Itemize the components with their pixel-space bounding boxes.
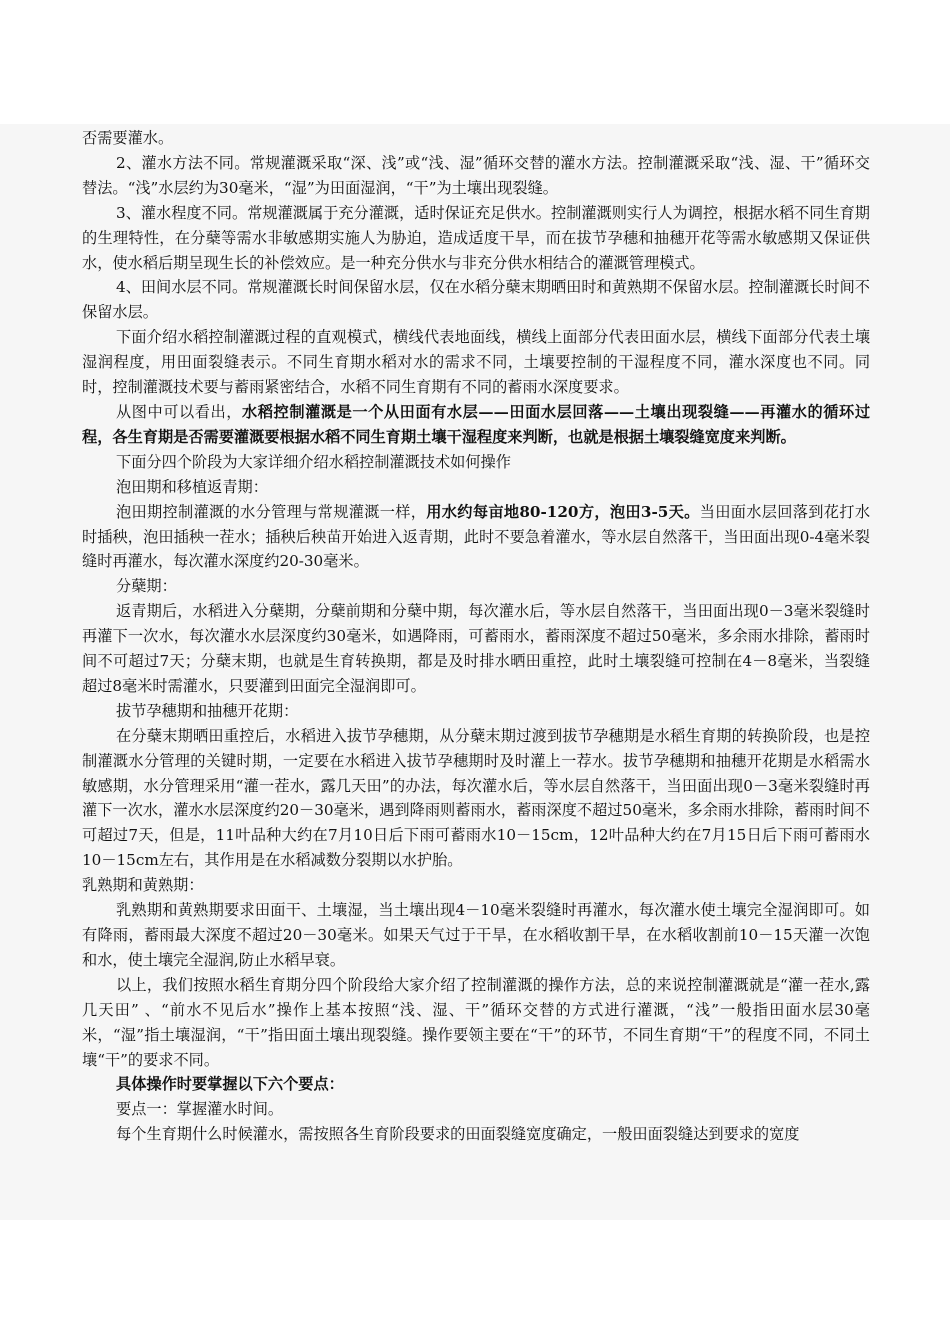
paragraph bbox=[82, 898, 870, 973]
text-run: 泡田期和移植返青期： bbox=[116, 477, 268, 496]
text-run: 否需要灌水。 bbox=[82, 129, 174, 147]
text-run: 拔节孕穗期和抽穗开花期： bbox=[116, 701, 299, 720]
bold-text-run: 水稻控制灌溉是一个从田面有水层——田面水层回落——土壤出现裂缝——再灌水的循环过程，各生育期是否需要灌溉要根据水稻不同生育期土壤干湿程度来判断，也就是根据土壤裂缝宽度来判断。 bbox=[82, 402, 871, 446]
bold-text-run: 具体操作时要掌握以下六个要点： bbox=[116, 1075, 344, 1094]
document-text bbox=[82, 126, 870, 1147]
text-run: 当田面水层回落到花打水时插秧，泡田插秧一茬水；插秧后秧苗开始进入返青期，此时不要急着灌水，等水层自然落干，当田面出现0-4毫米裂缝时再灌水，每次灌水深度约20-30毫米。 bbox=[82, 502, 871, 571]
document-body bbox=[0, 124, 950, 1220]
paragraph bbox=[82, 973, 870, 1073]
text-run: 在分蘖末期晒田重控后，水稻进入拔节孕穗期，从分蘖末期过渡到拔节孕穗期是水稻生育期的转换阶段，也是控制灌溉水分管理的关键时期，一定要在水稻进入拔节孕穗期时及时灌上一荐水。拔节孕穗期和抽穗开花期是水稻需水敏感期，水分管理采用“灌一茬水，露几天田”的办法，每次灌水后，等水层自然落干，当田面出现0－3毫米裂缝时再灌下一次水，灌水水层深度约20－30毫米，遇到降雨则蓄雨水，蓄雨深度不超过50毫米，多余雨水排除，蓄雨时间不可超过7天，但是，11叶品种大约在7月10日后下雨可蓄雨水10－15cm，12叶品种大约在7月15日后下雨可蓄雨水10－15cm左右，其作用是在水稻减数分裂期以水护胎。 bbox=[82, 726, 870, 870]
paragraph bbox=[82, 325, 870, 400]
text-run: 下面分四个阶段为大家详细介绍水稻控制灌溉技术如何操作 bbox=[116, 452, 511, 471]
bold-text-run: 用水约每亩地80-120方，泡田3-5天。 bbox=[426, 502, 700, 521]
text-run: 4、田间水层不同。常规灌溉长时间保留水层，仅在水稻分蘖末期晒田时和黄熟期不保留水层。控制灌溉长时间不保留水层。 bbox=[82, 278, 870, 322]
paragraph bbox=[82, 574, 870, 599]
paragraph bbox=[82, 201, 870, 276]
text-run: 3、灌水程度不同。常规灌溉属于充分灌溉，适时保证充足供水。控制灌溉则实行人为调控，根据水稻不同生育期的生理特性，在分蘖等需水非敏感期实施人为胁迫，造成适度干旱，而在拔节孕穗和抽穗开花等需水敏感期又保证供水，使水稻后期呈现生长的补偿效应。是一种充分供水与非充分供水相结合的灌溉管理模式。 bbox=[82, 203, 870, 272]
text-run: 要点一：掌握灌水时间。 bbox=[116, 1100, 284, 1119]
paragraph bbox=[82, 500, 870, 575]
text-run: 从图中可以看出， bbox=[116, 402, 243, 421]
paragraph bbox=[82, 873, 870, 898]
paragraph bbox=[82, 1097, 870, 1122]
paragraph bbox=[82, 724, 870, 873]
text-run: 2、灌水方法不同。常规灌溉采取“深、浅”或“浅、湿”循环交替的灌水方法。控制灌溉采取“浅、湿、干”循环交替法。“浅”水层约为30毫米，“湿”为田面湿润，“干”为土壤出现裂缝。 bbox=[82, 153, 870, 197]
text-run: 分蘖期： bbox=[116, 577, 177, 596]
paragraph bbox=[82, 599, 870, 699]
paragraph bbox=[82, 151, 870, 201]
text-run: 每个生育期什么时候灌水，需按照各生育阶段要求的田面裂缝宽度确定，一般田面裂缝达到要求的宽度 bbox=[116, 1125, 800, 1144]
text-run: 乳熟期和黄熟期要求田面干、土壤湿，当土壤出现4－10毫米裂缝时再灌水，每次灌水使土壤完全湿润即可。如有降雨，蓄雨最大深度不超过20－30毫米。如果天气过于干旱，在水稻收割干旱，在水稻收割前10－15天灌一次饱和水，使土壤完全湿润,防止水稻早衰。 bbox=[82, 901, 870, 969]
paragraph bbox=[82, 400, 870, 450]
paragraph bbox=[82, 475, 870, 500]
paragraph bbox=[82, 1072, 870, 1097]
text-run: 下面介绍水稻控制灌溉过程的直观模式，横线代表地面线，横线上面部分代表田面水层，横线下面部分代表土壤湿润程度，用田面裂缝表示。不同生育期水稻对水的需求不同，土壤要控制的干湿程度不同，灌水深度也不同。同时，控制灌溉技术要与蓄雨紧密结合，水稻不同生育期有不同的蓄雨水深度要求。 bbox=[82, 328, 870, 397]
text-run: 乳熟期和黄熟期： bbox=[82, 876, 204, 895]
paragraph bbox=[82, 275, 870, 325]
text-run: 泡田期控制灌溉的水分管理与常规灌溉一样， bbox=[116, 502, 427, 521]
text-run: 以上，我们按照水稻生育期分四个阶段给大家介绍了控制灌溉的操作方法，总的来说控制灌溉就是“灌一茬水,露几天田” 、“前水不见后水”操作上基本按照“浅、湿、干”循环交替的方式进行灌溉，“浅”一般指田面水层30毫米，“湿”指土壤湿润，“干”指田面土壤出现裂缝。操作要领主要在“干”的环节，不同生育期“干”的程度不同，不同土壤“干”的要求不同。 bbox=[82, 975, 870, 1069]
paragraph bbox=[82, 450, 870, 475]
paragraph bbox=[82, 1122, 870, 1147]
paragraph bbox=[82, 699, 870, 724]
paragraph bbox=[82, 126, 870, 151]
text-run: 返青期后，水稻进入分蘖期，分蘖前期和分蘖中期，每次灌水后，等水层自然落干，当田面出现0－3毫米裂缝时再灌下一次水，每次灌水水层深度约30毫米，如遇降雨，可蓄雨水，蓄雨深度不超过50毫米，多余雨水排除，蓄雨时间不可超过7天；分蘖末期，也就是生育转换期，都是及时排水晒田重控，此时土壤裂缝可控制在4－8毫米，当裂缝超过8毫米时需灌水，只要灌到田面完全湿润即可。 bbox=[82, 602, 870, 695]
